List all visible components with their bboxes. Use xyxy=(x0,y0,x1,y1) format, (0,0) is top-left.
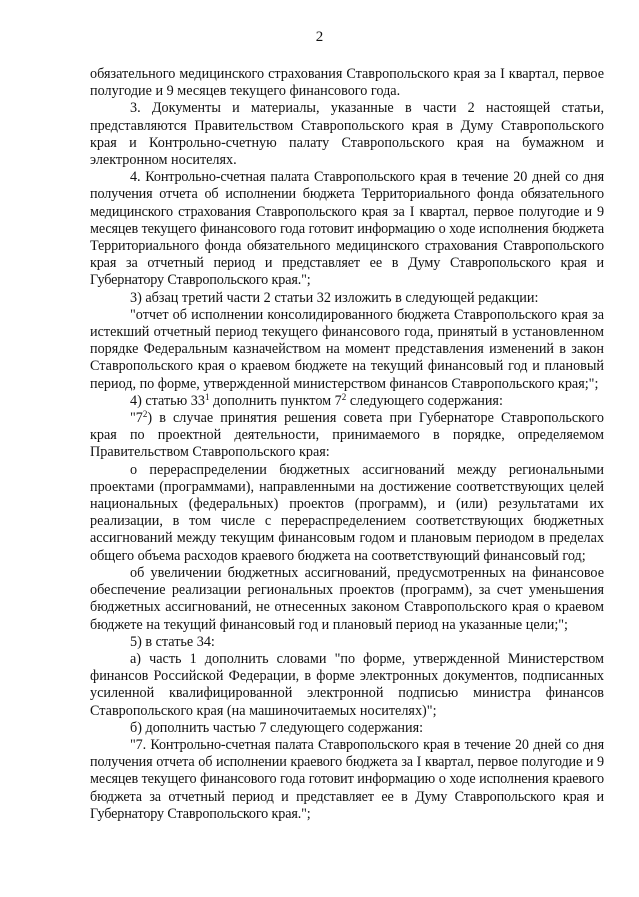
paragraph-part-4: 4. Контрольно-счетная палата Ставропольского края в течение 20 дней со дня получения отчета об исполнении бюджета Территориального фонда обязательного медицинского страхования Ставропольского края за I квартал, первое полугодие и 9 месяцев текущего финансового года готовит информацию о ходе исполнения бюджета Территориального фонда обязательного медицинского страхования Ставропольского края за отчетный период и представляет ее в Думу Ставропольского края и Губернатору Ставропольского края."; xyxy=(90,169,604,289)
point-7-2-superscript: 2 xyxy=(142,409,148,420)
paragraph-redistribution: о перераспределении бюджетных ассигнований между региональными проектами (программами), направленными на достижение соответствующих целей национальных (федеральных) проектов (программ), и (или) результатами их реализации, в том числе с перераспределением соответствующих бюджетных ассигнований между текущим финансовым годом и плановым периодом в пределах общего объема расходов краевого бюджета на соответствующий финансовый год; xyxy=(90,461,604,564)
paragraph-item-4 xyxy=(90,393,604,410)
document-body xyxy=(90,66,604,823)
item-4-text-b: дополнить пунктом 7 xyxy=(209,392,342,409)
paragraph-point-7-2 xyxy=(90,410,604,462)
paragraph-item-5b: б) дополнить частью 7 следующего содержания: xyxy=(130,719,424,736)
point-7-2-text-a: "7 xyxy=(130,410,143,427)
paragraph-report-quote: "отчет об исполнении консолидированного бюджета Ставропольского края за истекший отчетный период текущего финансового года, принятый в установленном порядке Федеральным казначейством на момент представления изменений в закон Ставропольского края о краевом бюджете на текущий финансовый год и плановый период, по форме, утвержденной министерством финансов Ставропольского края;"; xyxy=(90,306,604,392)
paragraph-item-5: 5) в статье 34: xyxy=(130,633,215,650)
paragraph-part-3: 3. Документы и материалы, указанные в части 2 настоящей статьи, представляются Правительством Ставропольского края в Думу Ставропольского края и Контрольно-счетную палату Ставропольского края на бумажном и электронном носителях. xyxy=(90,100,604,169)
paragraph-part-7-quote: "7. Контрольно-счетная палата Ставропольского края в течение 20 дней со дня получения отчета об исполнении краевого бюджета за I квартал, первое полугодие и 9 месяцев текущего финансового года готовит информацию о ходе исполнения краевого бюджета за отчетный период и представляет ее в Думу Ставропольского края и Губернатору Ставропольского края."; xyxy=(90,736,604,822)
page-number: 2 xyxy=(315,29,324,45)
paragraph-item-3: 3) абзац третий части 2 статьи 32 изложить в следующей редакции: xyxy=(130,289,539,306)
item-4-text-c: следующего содержания: xyxy=(346,392,503,409)
item-4-superscript-2: 2 xyxy=(341,391,347,402)
item-4-text-a: 4) статью 33 xyxy=(130,392,205,409)
item-4-superscript-1: 1 xyxy=(204,391,210,402)
paragraph-item-5a: а) часть 1 дополнить словами "по форме, утвержденной Министерством финансов Российской Федерации, в форме электронных документов, подписанных усиленной квалифицированной электронной подписью министра финансов Ставропольского края (на машиночитаемых носителях)"; xyxy=(90,650,604,719)
paragraph-continuation: обязательного медицинского страхования Ставропольского края за I квартал, первое полугодие и 9 месяцев текущего финансового года. xyxy=(90,66,604,100)
paragraph-increase: об увеличении бюджетных ассигнований, предусмотренных на финансовое обеспечение реализации региональных проектов (программ), за счет уменьшения бюджетных ассигнований, не отнесенных законом Ставропольского края о краевом бюджете на текущий финансовый год и плановый период на указанные цели;"; xyxy=(90,564,604,633)
point-7-2-text-b: ) в случае принятия решения совета при Губернаторе Ставропольского края по проектной деятельности, принимаемого в порядке, определяемом Правительством Ставропольского края: xyxy=(90,410,604,461)
